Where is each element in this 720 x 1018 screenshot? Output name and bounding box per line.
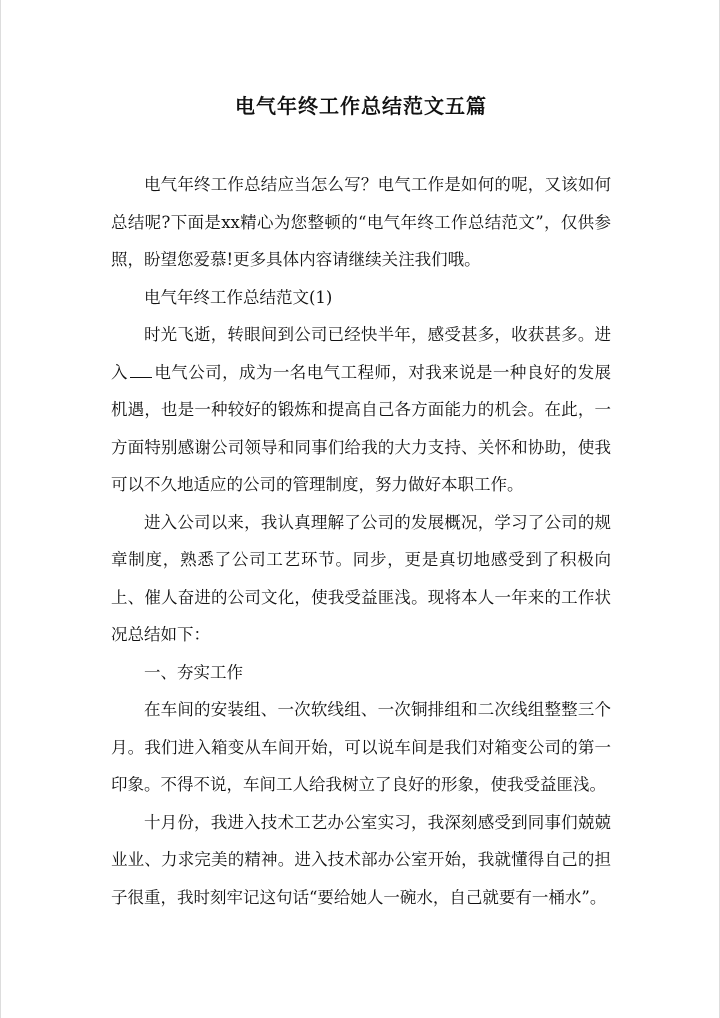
paragraph-1-start: 时光飞逝，转眼间到公司已经快半年，感受甚多，收获甚多。进入 — [111, 325, 611, 382]
paragraph-3: 在车间的安装组、一次软线组、一次铜排组和二次线组整整三个月。我们进入箱变从车间开始，可以说车间是我们对箱变公司的第一印象。不得不说，车间工人给我树立了良好的形象，使我受益匪浅。 — [111, 700, 611, 794]
section-heading: 电气年终工作总结范文(1) — [144, 287, 333, 307]
paragraph-1 — [111, 316, 611, 504]
blank-underline — [130, 360, 152, 378]
document-title: 电气年终工作总结范文五篇 — [235, 94, 487, 118]
paragraph-1-rest: 电气公司，成为一名电气工程师，对我来说是一种良好的发展机遇，也是一种较好的锻炼和提高自己各方面能力的机会。在此，一方面特别感谢公司领导和同事们给我的大力支持、关怀和协助，使我可以不久地适应的公司的管理制度，努力做好本职工作。 — [111, 362, 612, 494]
paragraph-4: 十月份，我进入技术工艺办公室实习，我深刻感受到同事们兢兢业业、力求完美的精神。进入技术部办公室开始，我就懂得自己的担子很重，我时刻牢记这句话“要给她人一碗水，自己就要有一桶水”。 — [111, 812, 611, 907]
subheading-work: 一、夯实工作 — [144, 662, 243, 682]
paragraph-2: 进入公司以来，我认真理解了公司的发展概况，学习了公司的规章制度，熟悉了公司工艺环节。同步，更是真切地感受到了积极向上、催人奋进的公司文化，使我受益匪浅。现将本人一年来的工作状况总结如下： — [111, 512, 611, 644]
paragraph-intro: 电气年终工作总结应当怎么写？电气工作是如何的呢，又该如何总结呢?下面是xx精心为您整顿的“电气年终工作总结范文”，仅供参照，盼望您爱慕!更多具体内容请继续关注我们哦。 — [111, 175, 611, 269]
document-body — [111, 166, 611, 916]
